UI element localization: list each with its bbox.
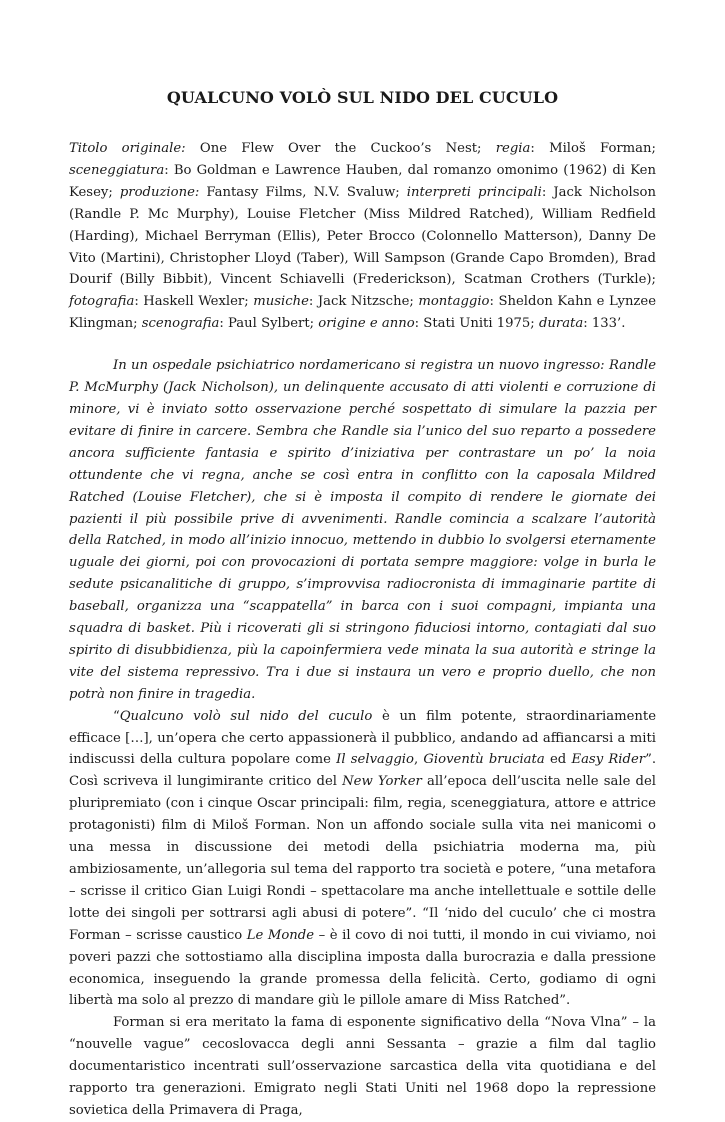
text-run: ”. Così scriveva il lungimirante critico del xyxy=(69,752,657,790)
credit-value: Fantasy Films, N.V. Svaluw; xyxy=(199,184,407,200)
credit-value: : Haskell Wexler; xyxy=(134,294,254,310)
credit-label: sceneggiatura xyxy=(69,162,165,178)
credit-value: : Sheldon Kahn e Lynzee Klingman; xyxy=(69,294,656,332)
film-title: Il selvaggio xyxy=(336,752,414,768)
text-run: – è il covo di noi tutti, il mondo in cui viviamo, noi poveri pazzi che sottostiamo alla disciplina imposta dalla burocrazia e dalla pressione economica, inseguendo la grande promessa della felicità. Certo, godiamo di ogni libertà ma solo al prezzo di mandare giù le pillole amare di Miss Ratched”. xyxy=(69,927,657,1009)
credit-label: origine e anno xyxy=(318,316,415,332)
credit-label: scenografia xyxy=(141,316,220,332)
text-run: è un film potente, straordinariamente efficace […], un’opera che certo appassionerà il pubblico, andando ad affiancarsi a miti indiscussi della cultura popolare come xyxy=(69,708,657,768)
film-title: Easy Rider xyxy=(571,752,646,768)
publication-title: New Yorker xyxy=(342,774,422,790)
credit-label: regia xyxy=(495,141,531,156)
page-title: QUALCUNO VOLÒ SUL NIDO DEL CUCULO xyxy=(166,88,559,107)
film-title: Gioventù bruciata xyxy=(423,752,545,768)
credit-value: : Jack Nicholson (Randle P. Mc Murphy), Louise Fletcher (Miss Mildred Ratched), William Redfield (Harding), Michael Berryman (Ellis), Peter Brocco (Colonnello Matterson), Danny De Vito (Martini), Christopher Lloyd (Taber), Will Sampson (Grande Capo Bromden), Brad Dourif (Billy Bibbit), Vincent Schiavelli (Frederickson), Scatman Crothers (Turkle); xyxy=(69,184,656,288)
film-title: Qualcuno volò sul nido del cuculo xyxy=(119,708,373,724)
credit-value: : Bo Goldman e Lawrence Hauben, dal romanzo omonimo (1962) di Ken Kesey; xyxy=(69,162,656,200)
credit-value: One Flew Over the Cuckoo’s Nest; xyxy=(185,141,496,156)
critique-paragraph xyxy=(69,706,656,1013)
credit-label: fotografia xyxy=(69,294,135,310)
credit-value: : 133’. xyxy=(583,316,626,332)
director-paragraph: Forman si era meritato la fama di esponente significativo della “Nova Vlna” – la “nouvelle vague” cecoslovacca degli anni Sessanta – grazie a film dal taglio documentaristico incentrati sull’osservazione sarcastica della vita quotidiana e del rapporto tra generazioni. Emigrato negli Stati Uniti nel 1968 dopo la repressione sovietica della Primavera di Praga, xyxy=(69,1015,656,1118)
credit-label: montaggio xyxy=(418,294,490,310)
publication-title: Le Monde xyxy=(246,927,315,943)
credit-label: interpreti principali xyxy=(406,184,542,200)
credit-label: musiche xyxy=(253,294,309,310)
credits-paragraph xyxy=(69,138,656,335)
text-run: , xyxy=(413,752,424,768)
credit-value: : Jack Nitzsche; xyxy=(308,294,419,310)
credit-value: : Paul Sylbert; xyxy=(219,316,319,332)
credit-value: : Miloš Forman; xyxy=(530,141,656,156)
credit-value: : Stati Uniti 1975; xyxy=(414,316,539,332)
credit-label: durata xyxy=(538,316,584,332)
text-run: all’epoca dell’uscita nelle sale del pluripremiato (con i cinque Oscar principali: film, regia, sceneggiatura, attore e attrice protagonisti) film di Miloš Forman. Non un affondo sociale sulla vita nei manicomi o una messa in discussione dei metodi della psichiatria moderna ma, più ambiziosamente, un’allegoria sul tema del rapporto tra società e potere, “una metafora – scrisse il critico Gian Luigi Rondi – spettacolare ma anche intellettuale e sottile delle lotte dei singoli per sottrarsi agli abusi di potere”. “Il ‘nido del cuculo’ che ci mostra Forman – scrisse caustico xyxy=(69,774,657,943)
text-run: “ xyxy=(113,708,120,724)
credit-label: Titolo originale: xyxy=(69,141,186,156)
plot-synopsis: In un ospedale psichiatrico nordamericano si registra un nuovo ingresso: Randle P. McMurphy (Jack Nicholson), un delinquente accusato di atti violenti e corruzione di minore, vi è inviato sotto osservazione perché sospettato di simulare la pazzia per evitare di finire in carcere. Sembra che Randle sia l’unico del suo reparto a possedere ancora sufficiente fantasia e spirito d’iniziativa per contrastare un po’ la noia ottundente che vi regna, anche se così entra in conflitto con la caposala Mildred Ratched (Louise Fletcher), che si è imposta il compito di rendere le giornate dei pazienti il più possibile prive di avvenimenti. Randle comincia a scalzare l’autorità della Ratched, in modo all’inizio innocuo, mettendo in dubbio lo svolgersi eternamente uguale dei giorni, poi con provocazioni di portata sempre maggiore: volge in burla le sedute psicanalitiche di gruppo, s’improvvisa radiocronista di immaginarie partite di baseball, organizza una “scappatella” in barca con i suoi compagni, impianta una squadra di basket. Più i ricoverati gli si stringono fiduciosi intorno, contagiati dal suo spirito di disubbidienza, più la capoinfermiera vede minata la sua autorità e stringe la vite del sistema repressivo. Tra i due si instaura un vero e proprio duello, che non potrà non finire in tragedia. xyxy=(69,358,656,702)
credit-label: produzione: xyxy=(119,184,200,200)
text-run: ed xyxy=(544,752,572,768)
